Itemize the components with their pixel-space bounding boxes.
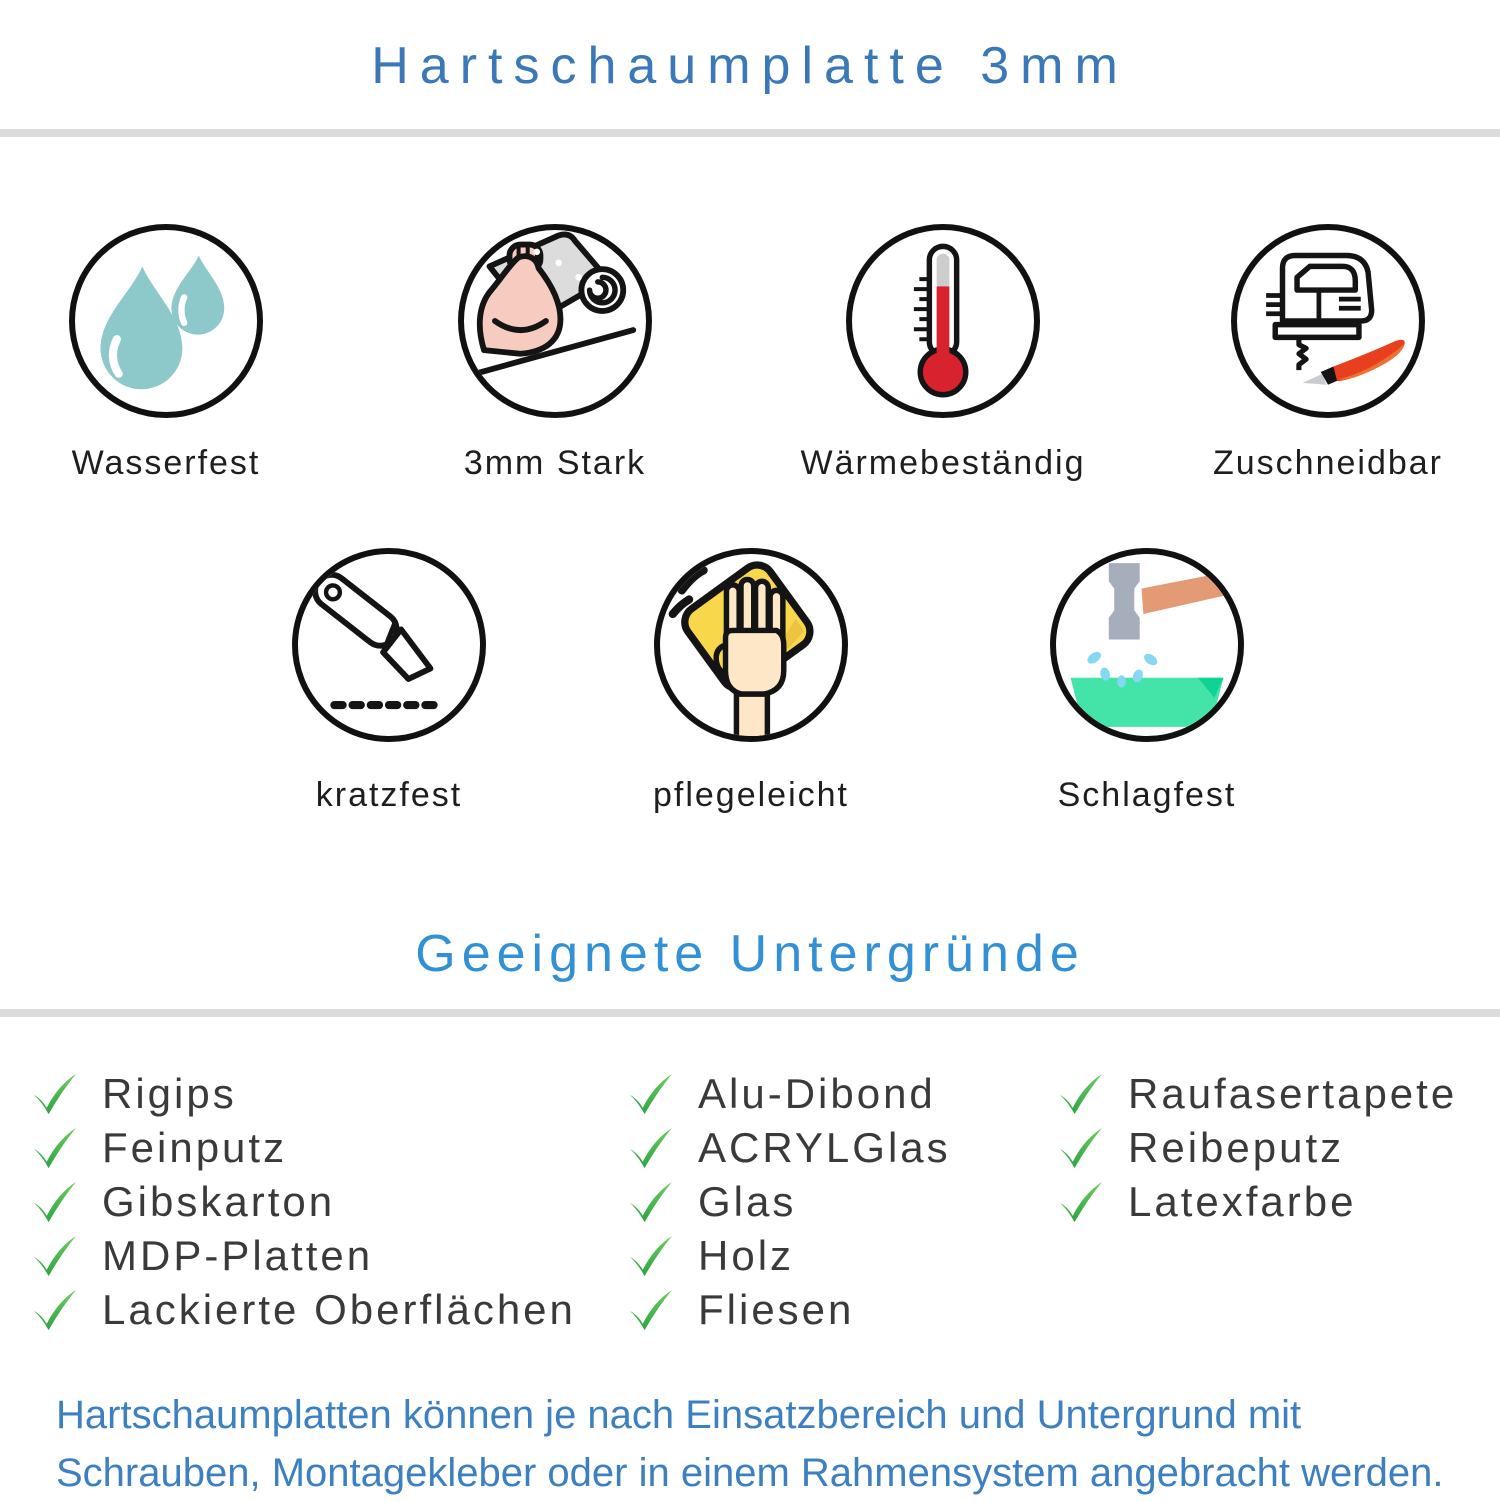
thermometer-icon [852,230,1034,412]
substrate-column-3 [1058,1067,1457,1229]
water-drops-icon [75,230,257,412]
feature-pflegeleicht [551,548,951,815]
substrate-label: ACRYLGlas [698,1124,951,1171]
check-icon [628,1180,674,1224]
feature-label: Schlagfest [1057,776,1237,814]
list-item [628,1283,951,1337]
list-item [1058,1175,1457,1229]
divider-substrates [0,1009,1500,1017]
footer-note [56,1386,1486,1502]
footer-line-1: Hartschaumplatten können je nach Einsatzbereich und Untergrund mit [56,1393,1302,1437]
feature-wasserfest [0,224,366,483]
list-item [628,1175,951,1229]
cutter-knife-icon [298,554,480,736]
feature-circle [654,548,848,742]
list-item [32,1121,576,1175]
substrate-column-2 [628,1067,951,1337]
feature-circle [1231,224,1425,418]
feature-3mm-stark [355,224,755,483]
feature-circle [846,224,1040,418]
check-icon [32,1234,78,1278]
check-icon [628,1072,674,1116]
feature-circle [458,224,652,418]
substrate-label: Fliesen [698,1286,855,1333]
substrate-label: Latexfarbe [1128,1178,1357,1225]
check-icon [628,1234,674,1278]
list-item [32,1229,576,1283]
check-icon [1058,1072,1104,1116]
page-title: Hartschaumplatte 3mm [371,37,1129,95]
check-icon [32,1126,78,1170]
check-icon [32,1288,78,1332]
list-item [628,1067,951,1121]
list-item [628,1229,951,1283]
check-icon [1058,1126,1104,1170]
check-icon [32,1180,78,1224]
check-icon [628,1288,674,1332]
list-item [32,1175,576,1229]
feature-zuschneidbar [1128,224,1500,483]
substrate-label: Holz [698,1232,795,1279]
feature-waermebestaendig [743,224,1143,483]
section-title-substrates: Geeignete Untergründe [415,925,1085,983]
feature-circle [69,224,263,418]
substrate-label: Alu-Dibond [698,1070,936,1117]
substrate-label: Glas [698,1178,797,1225]
feature-label: Wärmebeständig [800,444,1086,482]
feature-label: 3mm Stark [463,444,647,482]
divider-top [0,129,1500,137]
substrate-label: Reibeputz [1128,1124,1345,1171]
feature-label: Zuschneidbar [1212,444,1443,482]
feature-schlagfest [947,548,1347,815]
substrate-label: Feinputz [102,1124,288,1171]
list-item [628,1121,951,1175]
cleaning-hand-icon [660,554,842,736]
jigsaw-knife-icon [1237,230,1419,412]
check-icon [628,1126,674,1170]
feature-circle [292,548,486,742]
feature-label: pflegeleicht [652,776,849,814]
list-item [32,1067,576,1121]
substrate-label: Raufasertapete [1128,1070,1458,1117]
feature-label: Wasserfest [71,444,261,482]
substrate-label: Gibskarton [102,1178,336,1225]
list-item [32,1283,576,1337]
list-item [1058,1121,1457,1175]
feature-circle [1050,548,1244,742]
substrate-label: Lackierte Oberflächen [102,1286,576,1333]
substrate-label: Rigips [102,1070,237,1117]
footer-line-2: Schrauben, Montagekleber oder in einem Rahmensystem angebracht werden. [56,1451,1444,1495]
list-item [1058,1067,1457,1121]
feature-label: kratzfest [315,776,463,814]
substrate-label: MDP-Platten [102,1232,374,1279]
muscle-arm-icon [464,230,646,412]
substrate-column-1 [32,1067,576,1337]
feature-kratzfest [189,548,589,815]
check-icon [32,1072,78,1116]
hammer-icon [1056,554,1238,736]
check-icon [1058,1180,1104,1224]
